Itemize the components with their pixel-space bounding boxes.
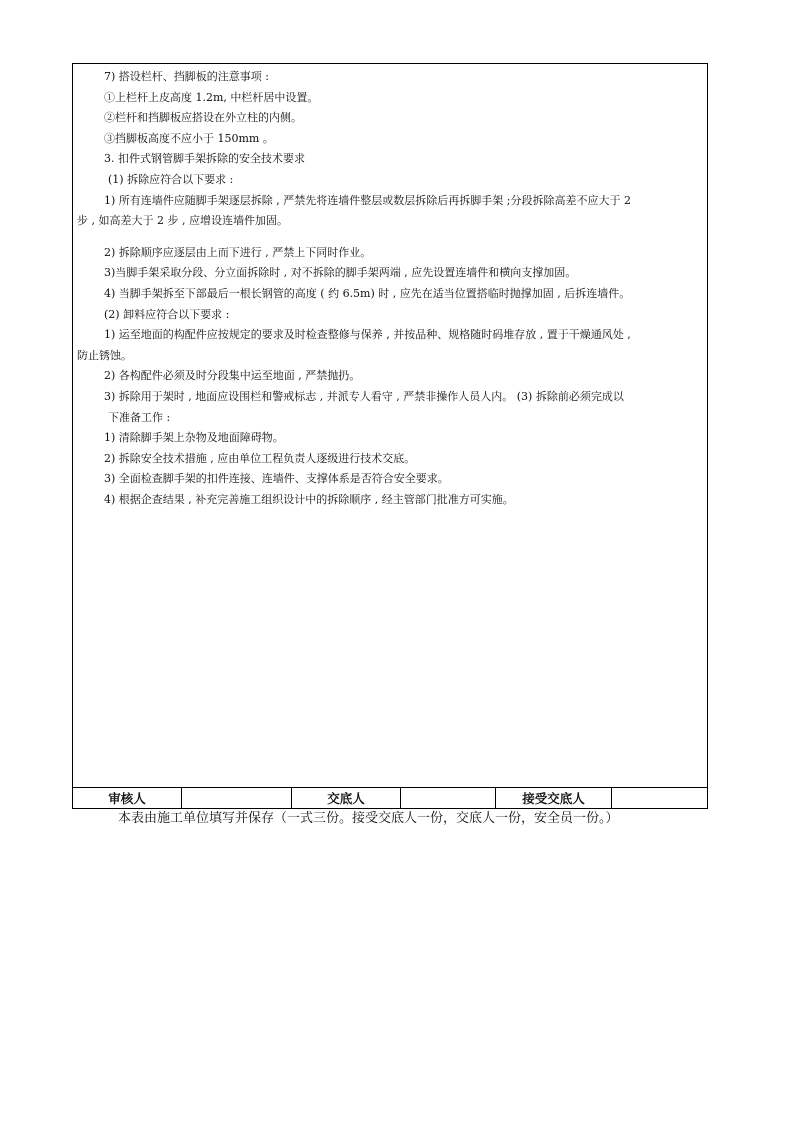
text-line: 4) 根据企查结果 , 补充完善施工组织设计中的拆除顺序 , 经主管部门批准方可实施。 [104,492,514,506]
footer-note: 本表由施工单位填写并保存（一式三份。接受交底人一份，交底人一份，安全员一份。） [118,811,619,826]
text-line: (2) 卸料应符合以下要求 : [104,307,230,321]
text-line: 2) 拆除安全技术措施 , 应由单位工程负责人逐级进行技术交底。 [104,451,416,465]
receiver-field[interactable] [612,788,708,809]
discloser-label: 交底人 [292,788,401,809]
text-line: 2) 拆除顺序应逐层由上而下进行 , 严禁上下同时作业。 [104,245,372,259]
text-line: 1) 清除脚手架上杂物及地面障碍物。 [104,431,284,445]
text-line: 步 , 如高差大于 2 步 , 应增设连墙件加固。 [77,214,288,228]
reviewer-label: 审核人 [73,788,182,809]
text-line: 7) 搭设栏杆、挡脚板的注意事项 : [104,70,269,83]
text-line: 2) 各构配件必须及时分段集中运至地面 , 严禁抛扔。 [104,369,361,383]
text-line: 防止锈蚀。 [77,348,132,362]
body-text [77,67,703,510]
reviewer-field[interactable] [182,788,292,809]
text-line: 1) 所有连墙件应随脚手架逐层拆除 , 严禁先将连墙件整层或数层拆除后再拆脚手架 ;分段拆除高差不应大于 2 [104,193,631,207]
text-line: 3. 扣件式钢管脚手架拆除的安全技术要求 [104,152,305,166]
text-line: ③挡脚板高度不应小于 150mm 。 [104,131,274,145]
discloser-field[interactable] [401,788,496,809]
receiver-label: 接受交底人 [496,788,612,809]
text-line: ②栏杆和挡脚板应搭设在外立柱的内侧。 [104,111,302,125]
text-line: 3)当脚手架采取分段、分立面拆除时 , 对不拆除的脚手架两端 , 应先设置连墙件和横向支撑加固。 [104,266,577,280]
text-line: 4) 当脚手架拆至下部最后一根长钢管的高度 ( 约 6.5m) 时 , 应先在适当位置搭临时抛撑加固 , 后拆连墙件。 [104,286,631,300]
text-line: 3) 全面检查脚手架的扣件连接、连墙件、支撑体系是否符合安全要求。 [104,472,449,486]
text-line: 3) 拆除用于架时 , 地面应设围栏和警戒标志 , 并派专人看守 , 严禁非操作人员人内。 (3) 拆除前必须完成以 [104,389,624,403]
text-line: 1) 运至地面的构配件应按规定的要求及时检查整修与保养 , 并按品种、规格随时码堆存放 , 置于干燥通风处 , [104,328,631,342]
text-line: (1) 拆除应符合以下要求 : [108,172,234,186]
text-line: 下准备工作 : [108,410,171,424]
content-box [72,63,708,787]
signoff-table [72,787,708,809]
text-line: ①上栏杆上皮高度 1.2m, 中栏杆居中设置。 [104,90,319,104]
